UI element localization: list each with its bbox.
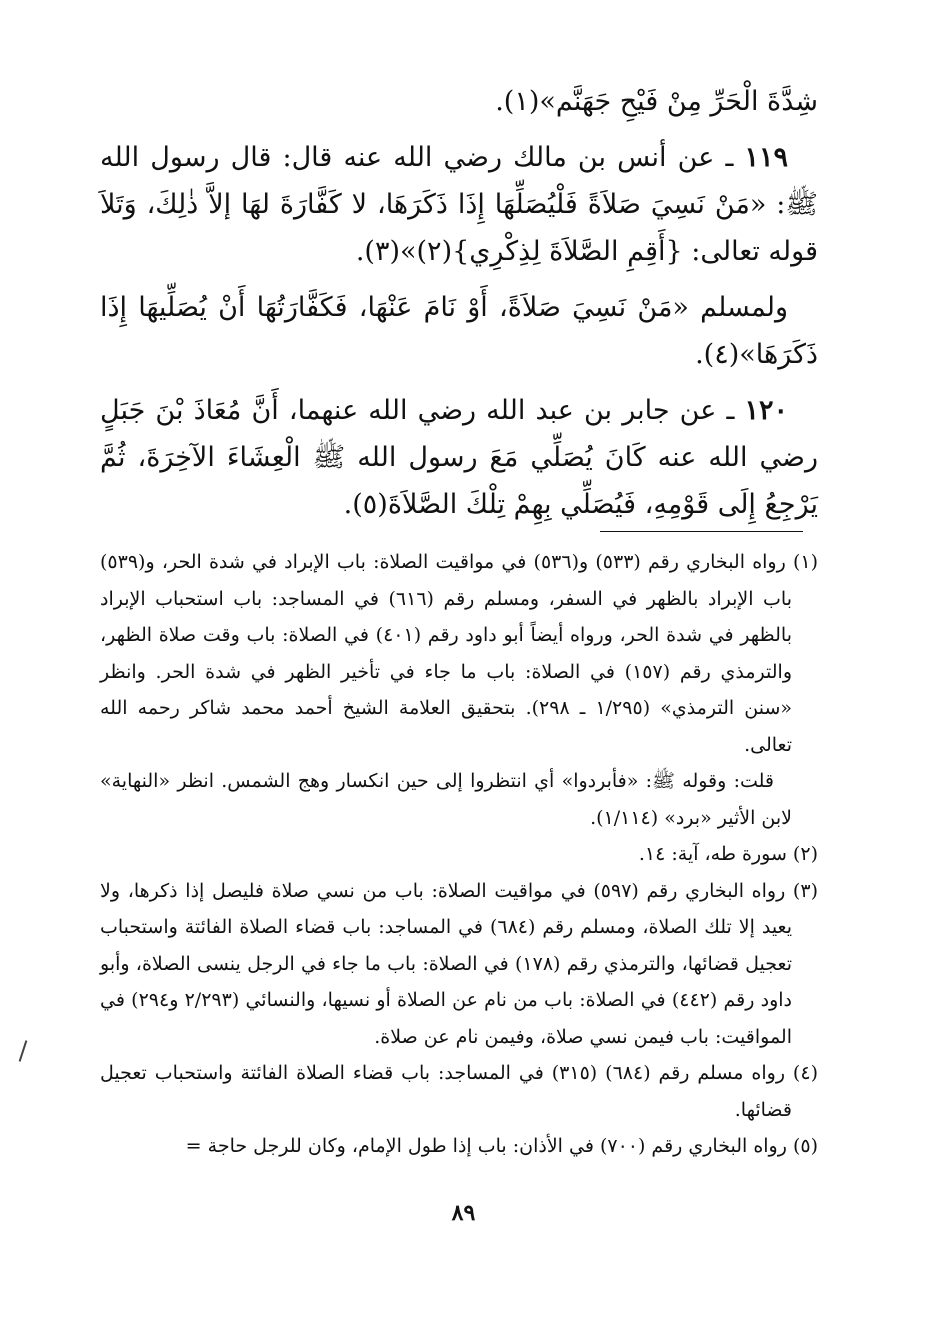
footnote-2: (٢) سورة طه، آية: ١٤. bbox=[638, 843, 818, 865]
paragraph-continuation bbox=[100, 78, 818, 125]
hadith-text: ـ عن أنس بن مالك رضي الله عنه قال: قال رسول الله ﷺ: «مَنْ نَسِيَ صَلاَةً فَلْيُصَلِّهَا إِذَا ذَكَرَهَا، لا كَفَّارَةَ لهَا إلاَّ ذٰلِكَ، وَتَلاَ قوله تعالى: {أَقِمِ الصَّلاَةَ لِذِكْرِي}(٢)»(٣). bbox=[100, 142, 818, 267]
footnote-divider bbox=[600, 531, 803, 532]
footnotes bbox=[100, 544, 818, 1165]
hadith-number: ١٢٠ bbox=[744, 395, 788, 426]
paragraph-text: شِدَّةَ الْحَرِّ مِنْ فَيْحِ جَهَنَّم»(١). bbox=[495, 86, 818, 117]
footnote-5: (٥) رواه البخاري رقم (٧٠٠) في الأذان: باب إذا طول الإمام، وكان للرجل حاجة = bbox=[185, 1135, 818, 1157]
page-number: ٨٩ bbox=[451, 1200, 476, 1226]
main-text bbox=[100, 78, 818, 537]
scan-mark bbox=[19, 1040, 28, 1062]
paragraph-text: ولمسلم «مَنْ نَسِيَ صَلاَةً، أَوْ نَامَ عَنْهَا، فَكَفَّارَتُهَا أَنْ يُصَلِّيهَا إِذَا ذَكَرَهَا»(٤). bbox=[100, 292, 818, 370]
hadith-text: ـ عن جابر بن عبد الله رضي الله عنهما، أَنَّ مُعَاذَ بْنَ جَبَلٍ رضي الله عنه كَانَ يُصَلِّي مَعَ رسول الله ﷺ الْعِشَاءَ الآخِرَةَ، ثُمَّ يَرْجِعُ إِلَى قَوْمِهِ، فَيُصَلِّي بِهِمْ تِلْكَ الصَّلاَةَ(٥). bbox=[100, 395, 818, 520]
hadith-120 bbox=[100, 387, 818, 528]
footnote-3: (٣) رواه البخاري رقم (٥٩٧) في مواقيت الصلاة: باب من نسي صلاة فليصل إذا ذكرها، ولا يعيد إلا تلك الصلاة، ومسلم رقم (٦٨٤) في المساجد: باب قضاء الصلاة الفائتة واستحباب تعجيل قضائها، والترمذي رقم (١٧٨) في الصلاة: باب ما جاء في الرجل ينسى الصلاة، وأبو داود رقم (٤٤٢) في الصلاة: باب من نام عن الصلاة أو نسيها، والنسائي (٢/٢٩٣ و٢٩٤) في المواقيت: باب فيمن نسي صلاة، وفيمن نام عن صلاة. bbox=[100, 879, 818, 1048]
footnote-4: (٤) رواه مسلم رقم (٦٨٤) (٣١٥) في المساجد: باب قضاء الصلاة الفائتة واستحباب تعجيل قضائها. bbox=[100, 1062, 818, 1121]
muslim-narration bbox=[100, 284, 818, 378]
footnote-1: (١) رواه البخاري رقم (٥٣٣) و(٥٣٦) في مواقيت الصلاة: باب الإبراد في شدة الحر، و(٥٣٩) باب الإبراد بالظهر في السفر، ومسلم رقم (٦١٦) في المساجد: باب استحباب الإبراد بالظهر في شدة الحر، ورواه أيضاً أبو داود رقم (٤٠١) في الصلاة: باب وقت صلاة الظهر، والترمذي رقم (١٥٧) في الصلاة: باب ما جاء في تأخير الظهر في شدة الحر. وانظر «سنن الترمذي» (١/٢٩٥ ـ ٢٩٨). بتحقيق العلامة الشيخ أحمد محمد شاكر رحمه الله تعالى. bbox=[100, 551, 819, 756]
footnote-1-remark: قلت: وقوله ﷺ: «فأبردوا» أي انتظروا إلى حين انكسار وهج الشمس. انظر «النهاية» لابن الأثير «برد» (١/١١٤). bbox=[100, 770, 792, 829]
hadith-119 bbox=[100, 134, 818, 275]
hadith-number: ١١٩ bbox=[744, 142, 788, 173]
